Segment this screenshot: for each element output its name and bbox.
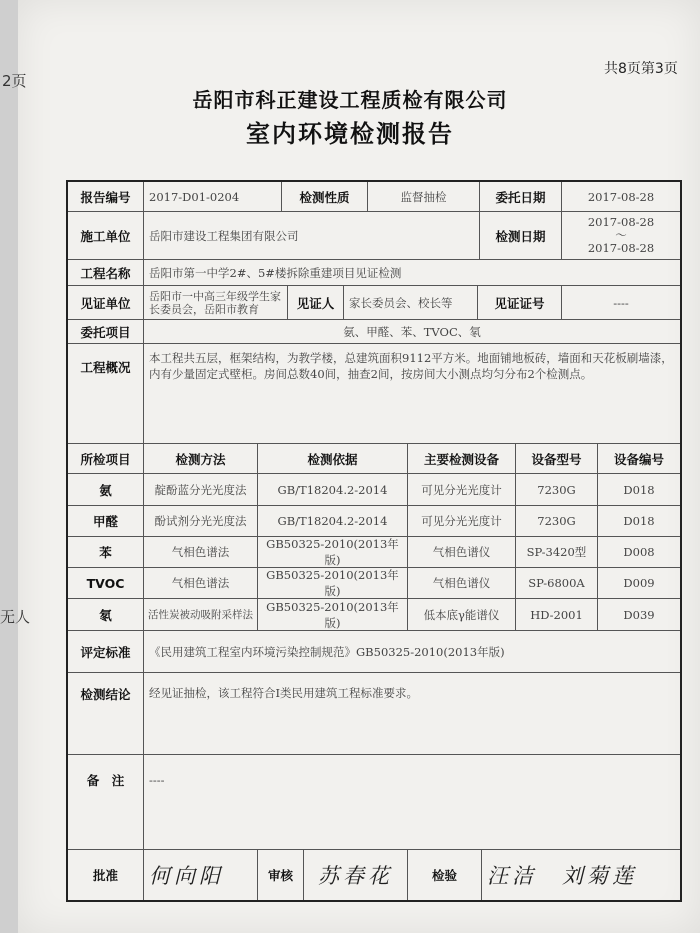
test-row-basis: GB50325-2010(2013年版) [258, 568, 408, 599]
label-approve: 批准 [68, 850, 144, 900]
label-contractor: 施工单位 [68, 212, 144, 260]
test-row-item: TVOC [68, 568, 144, 599]
test-row-method: 气相色谱法 [144, 537, 258, 568]
test-row-code: D039 [598, 599, 680, 631]
page-count: 共8页第3页 [604, 61, 678, 77]
test-row-model: SP-3420型 [516, 537, 598, 568]
test-row-method: 气相色谱法 [144, 568, 258, 599]
test-row-basis: GB/T18204.2-2014 [258, 506, 408, 537]
label-report-no: 报告编号 [68, 182, 144, 212]
value-witness: 家长委员会、校长等 [344, 286, 478, 320]
test-row-item: 氨 [68, 474, 144, 506]
test-row-item: 氡 [68, 599, 144, 631]
report-grid [66, 180, 682, 902]
report-title: 室内环境检测报告 [246, 120, 454, 148]
label-remarks: 备 注 [68, 755, 144, 850]
test-row-item: 甲醛 [68, 506, 144, 537]
value-criteria: 《民用建筑工程室内环境污染控制规范》GB50325-2010(2013年版) [144, 631, 680, 673]
inspect-signature: 汪洁 刘菊莲 [487, 864, 637, 888]
label-witness: 见证人 [288, 286, 344, 320]
test-header-3: 主要检测设备 [408, 444, 516, 474]
value-witness-no: ---- [562, 286, 680, 320]
label-criteria: 评定标准 [68, 631, 144, 673]
review-signature: 苏春花 [318, 864, 393, 888]
test-row-basis: GB/T18204.2-2014 [258, 474, 408, 506]
margin-note-top: 2页 [2, 72, 27, 90]
value-project-name: 岳阳市第一中学2#、5#楼拆除重建项目见证检测 [144, 260, 680, 286]
value-remarks: ---- [144, 755, 680, 850]
value-test-date [562, 212, 680, 260]
company-name: 岳阳市科正建设工程质检有限公司 [192, 88, 508, 112]
value-witness-unit: 岳阳市一中高三年级学生家长委员会，岳阳市教育 [144, 286, 288, 320]
label-inspect: 检验 [408, 850, 482, 900]
value-report-no: 2017-D01-0204 [144, 182, 282, 212]
test-date-start: 2017-08-28 [587, 215, 655, 229]
test-header-0: 所检项目 [68, 444, 144, 474]
value-test-nature: 监督抽检 [368, 182, 480, 212]
test-header-5: 设备编号 [598, 444, 680, 474]
margin-note-mid: 无人 [0, 608, 31, 626]
test-row-method: 靛酚蓝分光光度法 [144, 474, 258, 506]
test-row-equipment: 可见分光光度计 [408, 474, 516, 506]
test-row-method: 活性炭被动吸附采样法 [144, 599, 258, 631]
test-row-equipment: 可见分光光度计 [408, 506, 516, 537]
value-overview: 本工程共五层，框架结构，为教学楼，总建筑面积9112平方米。地面铺地板砖，墙面和天花板刷墙漆，内有少量固定式壁柜。房间总数40间，抽查2间，按房间大小测点均匀分布2个检测点。 [144, 344, 680, 444]
test-row-equipment: 气相色谱仪 [408, 537, 516, 568]
test-header-4: 设备型号 [516, 444, 598, 474]
test-row-item: 苯 [68, 537, 144, 568]
label-overview: 工程概况 [68, 344, 144, 444]
label-test-nature: 检测性质 [282, 182, 368, 212]
signature-inspect [482, 850, 680, 900]
test-row-code: D008 [598, 537, 680, 568]
label-test-date: 检测日期 [480, 212, 562, 260]
signature-review [304, 850, 408, 900]
value-items: 氨、甲醛、苯、TVOC、氡 [144, 320, 680, 344]
test-row-model: HD-2001 [516, 599, 598, 631]
label-project-name: 工程名称 [68, 260, 144, 286]
approve-signature: 何向阳 [149, 864, 224, 888]
test-row-equipment: 气相色谱仪 [408, 568, 516, 599]
label-conclusion: 检测结论 [68, 673, 144, 755]
value-contractor: 岳阳市建设工程集团有限公司 [144, 212, 480, 260]
test-row-basis: GB50325-2010(2013年版) [258, 599, 408, 631]
label-witness-unit: 见证单位 [68, 286, 144, 320]
value-commission-date: 2017-08-28 [562, 182, 680, 212]
label-items: 委托项目 [68, 320, 144, 344]
label-review: 审核 [258, 850, 304, 900]
test-row-code: D009 [598, 568, 680, 599]
label-commission-date: 委托日期 [480, 182, 562, 212]
test-row-model: SP-6800A [516, 568, 598, 599]
test-row-model: 7230G [516, 474, 598, 506]
value-conclusion: 经见证抽检，该工程符合Ⅰ类民用建筑工程标准要求。 [144, 673, 680, 755]
test-row-method: 酚试剂分光光度法 [144, 506, 258, 537]
test-date-sep: ～ [615, 228, 627, 242]
test-row-model: 7230G [516, 506, 598, 537]
test-row-code: D018 [598, 506, 680, 537]
test-date-end: 2017-08-28 [587, 241, 655, 255]
test-header-1: 检测方法 [144, 444, 258, 474]
test-row-basis: GB50325-2010(2013年版) [258, 537, 408, 568]
test-row-code: D018 [598, 474, 680, 506]
label-witness-no: 见证证号 [478, 286, 562, 320]
signature-approve [144, 850, 258, 900]
test-row-equipment: 低本底γ能谱仪 [408, 599, 516, 631]
test-header-2: 检测依据 [258, 444, 408, 474]
